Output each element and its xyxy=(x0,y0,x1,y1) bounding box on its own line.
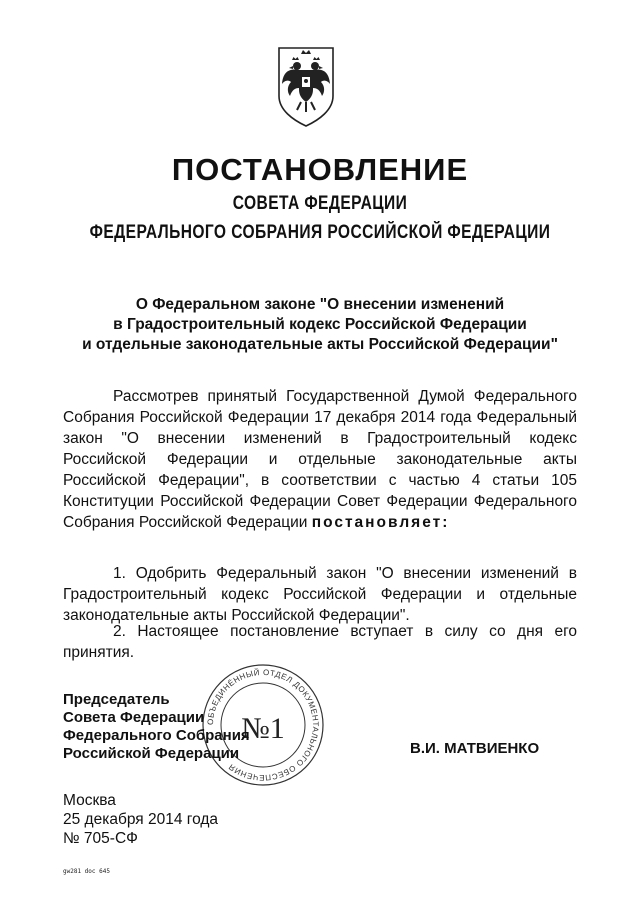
document-subject xyxy=(60,295,580,355)
signatory-name: В.И. МАТВИЕНКО xyxy=(410,740,540,757)
decree-word: постановляет: xyxy=(311,514,450,531)
document-title: ПОСТАНОВЛЕНИЕ xyxy=(171,152,469,187)
stamp-number: №1 xyxy=(241,712,285,745)
subject-line: О Федеральном законе "О внесении изменений xyxy=(135,296,505,313)
issuer-line-2: ФЕДЕРАЛЬНОГО СОБРАНИЯ РОССИЙСКОЙ ФЕДЕРАЦИИ xyxy=(89,222,551,243)
decision-item-2: 2. Настоящее постановление вступает в силу со дня его принятия. xyxy=(63,623,577,661)
position-line: Федерального Собрания xyxy=(63,727,250,744)
document-footer xyxy=(63,791,218,848)
document-date: 25 декабря 2014 года xyxy=(63,811,219,828)
preamble-paragraph xyxy=(63,386,577,533)
preamble-text: Рассмотрев принятый Государственной Думой Федерального Собрания Российской Федерации 17 декабря 2014 года Федеральный закон "О внесении изменений в Градостроительный кодекс Российской Федерации и отдельные законодательные акты Российской Федерации", в соответствии с частью 4 статьи 105 Конституции Российской Федерации Совет Федерации Федерального Собрания Российской Федерации xyxy=(63,388,577,531)
subject-line: в Градостроительный кодекс Российской Федерации xyxy=(113,316,527,333)
signatory-position xyxy=(63,691,250,763)
city: Москва xyxy=(63,792,116,809)
issuer-line-1: СОВЕТА ФЕДЕРАЦИИ xyxy=(232,193,408,214)
position-line: Совета Федерации xyxy=(63,709,205,726)
file-code: gw281 doc 645 xyxy=(63,868,110,875)
decision-item-1: 1. Одобрить Федеральный закон "О внесении изменений в Градостроительный кодекс Российской Федерации и отдельные законодательные акты Российской Федерации". xyxy=(63,565,577,624)
position-line: Российской Федерации xyxy=(63,745,240,762)
subject-line: и отдельные законодательные акты Российской Федерации" xyxy=(82,336,558,353)
document-number: № 705-СФ xyxy=(63,830,138,847)
coat-of-arms-icon xyxy=(275,44,337,128)
stamp-ring-text: ОБЪЕДИНЁННЫЙ ОТДЕЛ ДОКУМЕНТАЛЬНОГО ОБЕСПЕЧЕНИЯ xyxy=(205,667,321,783)
position-line: Председатель xyxy=(63,691,170,708)
